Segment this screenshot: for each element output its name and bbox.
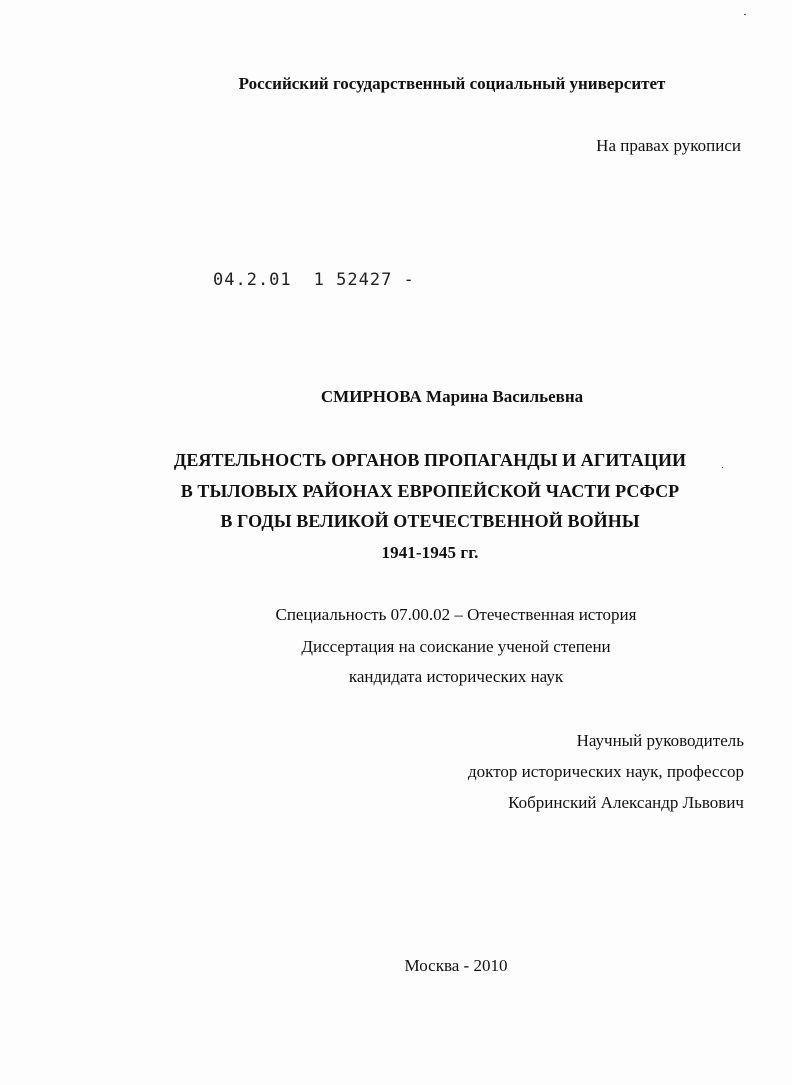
dissertation-title-line-1: ДЕЯТЕЛЬНОСТЬ ОРГАНОВ ПРОПАГАНДЫ И АГИТАЦИИ — [173, 450, 687, 470]
supervisor-label: Научный руководитель — [576, 731, 744, 750]
city-year: Москва - 2010 — [404, 956, 508, 975]
library-stamp — [213, 272, 415, 289]
supervisor-name: Кобринский Александр Львович — [508, 793, 744, 812]
stamp-code: 04.2.01 — [213, 270, 292, 290]
degree-field-line: кандидата исторических наук — [348, 667, 564, 686]
specialty-line: Специальность 07.00.02 – Отечественная история — [275, 605, 637, 624]
university-name: Российский государственный социальный университет — [238, 74, 666, 93]
dissertation-title-years: 1941-1945 гг. — [381, 543, 479, 562]
scan-speck — [744, 14, 746, 15]
dissertation-title-line-3: В ГОДЫ ВЕЛИКОЙ ОТЕЧЕСТВЕННОЙ ВОЙНЫ — [220, 511, 640, 531]
author-name: СМИРНОВА Марина Васильевна — [320, 387, 584, 406]
dissertation-title-line-2: В ТЫЛОВЫХ РАЙОНАХ ЕВРОПЕЙСКОЙ ЧАСТИ РСФСР — [180, 481, 680, 501]
supervisor-degree: доктор исторических наук, профессор — [468, 762, 744, 781]
manuscript-rights-note: На правах рукописи — [596, 136, 741, 155]
scan-speck — [722, 467, 723, 468]
stamp-number: 1 52427 - — [313, 270, 415, 290]
degree-line: Диссертация на соискание ученой степени — [301, 637, 611, 656]
